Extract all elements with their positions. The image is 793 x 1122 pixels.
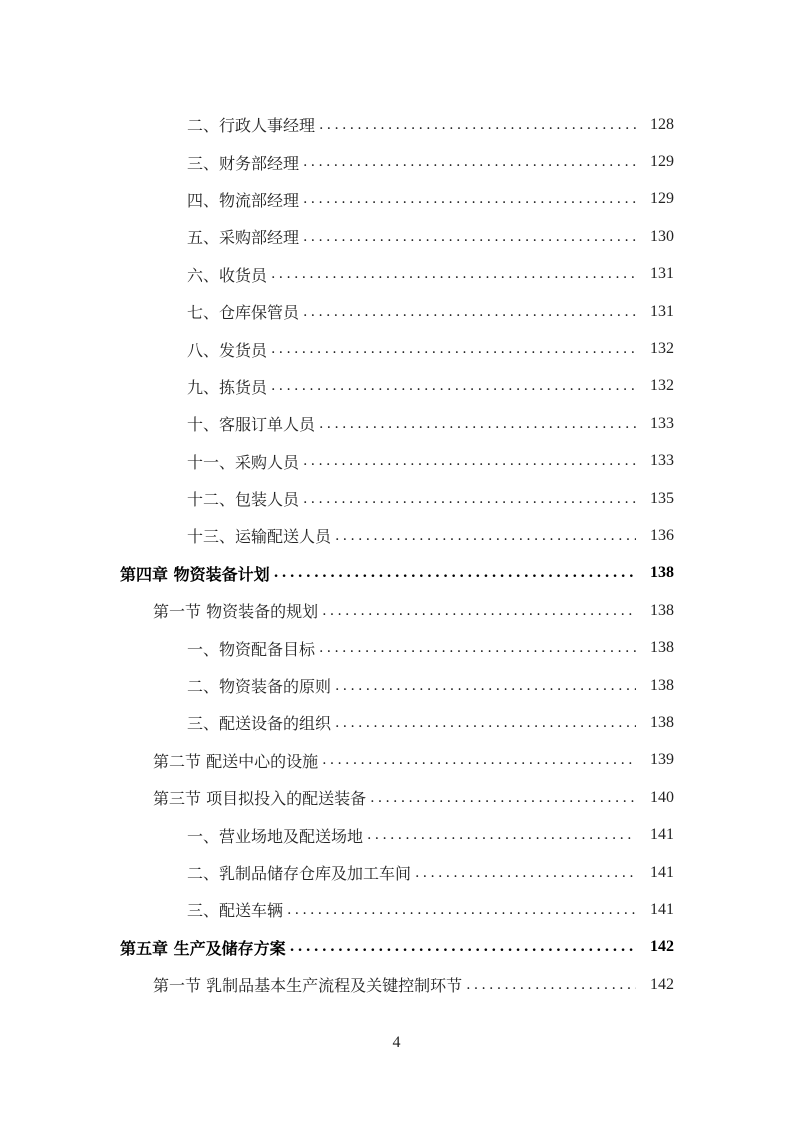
dot-leader: [466, 977, 636, 993]
toc-entry-title: 第一节 物资装备的规划: [153, 602, 319, 622]
toc-entry-page: 133: [650, 414, 674, 432]
toc-entry-page: 138: [650, 639, 674, 657]
toc-entry-title: 第三节 项目拟投入的配送装备: [153, 789, 367, 809]
toc-entry-page: 141: [650, 900, 674, 918]
toc-entry-title: 十三、运输配送人员: [187, 527, 332, 547]
dot-leader: [415, 865, 636, 881]
toc-subsection-entry[interactable]: [0, 854, 793, 891]
dot-leader: [303, 191, 636, 207]
toc-entry-page: 131: [650, 302, 674, 320]
toc-entry-page: 142: [650, 938, 674, 956]
toc-entry-page: 133: [650, 452, 674, 470]
toc-subsection-entry[interactable]: [0, 816, 793, 853]
toc-entry-page: 130: [650, 227, 674, 245]
toc-subsection-entry[interactable]: [0, 405, 793, 442]
dot-leader: [319, 640, 636, 656]
dot-leader: [303, 229, 636, 245]
toc-entry-page: 129: [650, 153, 674, 171]
toc-entry-page: 138: [650, 676, 674, 694]
toc-entry-title: 第二节 配送中心的设施: [153, 751, 319, 771]
toc-entry-title: 六、收货员: [187, 265, 268, 285]
dot-leader: [303, 304, 636, 320]
toc-entry-title: 九、拣货员: [187, 377, 268, 397]
dot-leader: [367, 827, 636, 843]
dot-leader: [303, 154, 636, 170]
toc-section-entry[interactable]: [0, 742, 793, 779]
toc-entry-title: 四、物流部经理: [187, 190, 300, 210]
toc-subsection-entry[interactable]: [0, 293, 793, 330]
dot-leader: [271, 378, 636, 394]
toc-entry-page: 132: [650, 340, 674, 358]
toc-subsection-entry[interactable]: [0, 181, 793, 218]
toc-chapter-entry[interactable]: [0, 929, 793, 966]
toc-entry-page: 142: [650, 975, 674, 993]
toc-subsection-entry[interactable]: [0, 368, 793, 405]
dot-leader: [271, 341, 636, 357]
dot-leader: [335, 528, 636, 544]
toc-entry-page: 140: [650, 788, 674, 806]
toc-section-entry[interactable]: [0, 966, 793, 1003]
toc-entry-title: 二、乳制品储存仓库及加工车间: [187, 864, 412, 883]
toc-entry-title: 三、财务部经理: [187, 153, 300, 173]
dot-leader: [290, 939, 636, 955]
toc-entry-title: 七、仓库保管员: [187, 303, 300, 323]
toc-entry-page: 138: [650, 564, 674, 582]
toc-entry-title: 五、采购部经理: [187, 228, 300, 248]
toc-entry-page: 135: [650, 489, 674, 507]
toc-subsection-entry[interactable]: [0, 106, 793, 143]
toc-subsection-entry[interactable]: [0, 218, 793, 255]
toc-entry-title: 一、物资配备目标: [187, 639, 316, 659]
dot-leader: [322, 603, 636, 619]
toc-entry-title: 第一节 乳制品基本生产流程及关键控制环节: [153, 976, 463, 996]
toc-subsection-entry[interactable]: [0, 667, 793, 704]
dot-leader: [370, 790, 636, 806]
dot-leader: [335, 715, 636, 731]
toc-subsection-entry[interactable]: [0, 629, 793, 666]
dot-leader: [303, 453, 636, 469]
toc-entry-title: 二、行政人事经理: [187, 116, 316, 136]
toc-entry-title: 三、配送车辆: [187, 901, 284, 921]
toc-entry-page: 139: [650, 751, 674, 769]
toc-entry-title: 十一、采购人员: [187, 452, 300, 472]
dot-leader: [287, 902, 636, 918]
toc-entry-page: 129: [650, 190, 674, 208]
toc-subsection-entry[interactable]: [0, 480, 793, 517]
dot-leader: [335, 678, 636, 694]
toc-entry-page: 128: [650, 115, 674, 133]
toc-section-entry[interactable]: [0, 592, 793, 629]
toc-entry-title: 第五章 生产及储存方案: [120, 938, 286, 958]
toc-entry-title: 二、物资装备的原则: [187, 677, 332, 697]
toc-subsection-entry[interactable]: [0, 330, 793, 367]
dot-leader: [303, 491, 636, 507]
toc-entry-title: 八、发货员: [187, 340, 268, 360]
toc-entry-page: 141: [650, 826, 674, 844]
toc-subsection-entry[interactable]: [0, 891, 793, 928]
page-number: 4: [392, 1034, 401, 1051]
toc-entry-title: 一、营业场地及配送场地: [187, 826, 364, 846]
toc-subsection-entry[interactable]: [0, 256, 793, 293]
toc-section-entry[interactable]: [0, 779, 793, 816]
dot-leader: [274, 565, 636, 581]
dot-leader: [319, 416, 636, 432]
toc-entry-page: 138: [650, 713, 674, 731]
table-of-contents: [0, 106, 793, 1003]
toc-chapter-entry[interactable]: [0, 555, 793, 592]
toc-subsection-entry[interactable]: [0, 704, 793, 741]
dot-leader: [271, 266, 636, 282]
toc-entry-page: 138: [650, 601, 674, 619]
dot-leader: [319, 117, 636, 133]
toc-entry-title: 第四章 物资装备计划: [120, 564, 270, 584]
toc-entry-title: 十二、包装人员: [187, 490, 300, 510]
toc-subsection-entry[interactable]: [0, 143, 793, 180]
toc-entry-page: 131: [650, 265, 674, 283]
toc-entry-title: 十、客服订单人员: [187, 415, 316, 435]
toc-entry-title: 三、配送设备的组织: [187, 714, 332, 734]
dot-leader: [322, 752, 636, 768]
toc-entry-page: 132: [650, 377, 674, 395]
toc-entry-page: 136: [650, 526, 674, 544]
toc-entry-page: 141: [650, 863, 674, 881]
toc-subsection-entry[interactable]: [0, 517, 793, 554]
toc-subsection-entry[interactable]: [0, 443, 793, 480]
